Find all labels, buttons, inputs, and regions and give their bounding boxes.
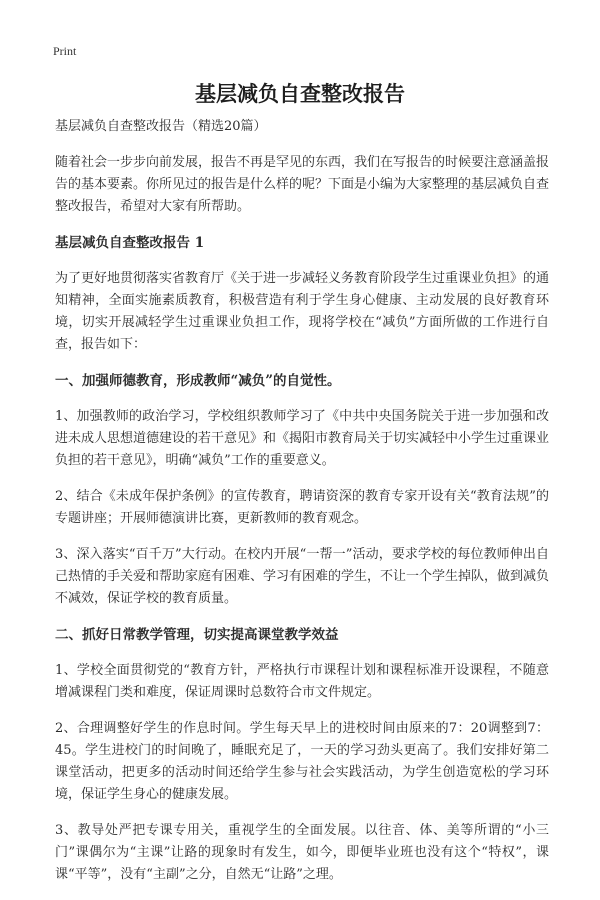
section-title: 基层减负自查整改报告 1 [55,235,205,251]
print-link[interactable]: Print [53,44,77,58]
list-item: 3、深入落实“百千万”大行动。在校内开展“一帮一”活动，要求学校的每位教师伸出自己热情的手关爱和帮助家庭有困难、学习有困难的学生，不让一个学生掉队，做到减负不减效，保证学校的教育质量。 [55,547,550,606]
list-item: 2、结合《未成年保护条例》的宣传教育，聘请资深的教育专家开设有关“教育法规”的专题讲座；开展师德演讲比赛，更新教师的教育观念。 [55,489,549,526]
heading-1: 一、加强师德教育，形成教师“减负”的自觉性。 [55,373,341,389]
section-intro-paragraph: 为了更好地贯彻落实省教育厅《关于进一步减轻义务教育阶段学生过重课业负担》的通知精神，全面实施素质教育，积极营造有利于学生身心健康、主动发展的良好教育环境，切实开展减轻学生过重课业负担工作，现将学校在“减负”方面所做的工作进行自查，报告如下： [55,271,550,352]
heading-2: 二、抓好日常教学管理，切实提高课堂教学效益 [55,627,339,643]
list-item: 1、加强教师的政治学习，学校组织教师学习了《中共中央国务院关于进一步加强和改进未成人思想道德建设的若干意见》和《揭阳市教育局关于切实减轻中小学生过重课业负担的若干意见》，明确“减负”工作的重要意义。 [55,409,550,468]
document-body [55,116,549,900]
intro-paragraph: 随着社会一步步向前发展，报告不再是罕见的东西，我们在写报告的时候要注意涵盖报告的基本要素。你所见过的报告是什么样的呢？下面是小编为大家整理的基层减负自查整改报告，希望对大家有所帮助。 [55,155,550,214]
list-item: 1、学校全面贯彻党的“教育方针，严格执行市课程计划和课程标准开设课程，不随意增减课程门类和难度，保证周课时总数符合市文件规定。 [55,663,549,700]
page-title: 基层减负自查整改报告 [195,81,405,106]
list-item: 3、教导处严把专课专用关，重视学生的全面发展。以往音、体、美等所谓的“小三门”课偶尔为“主课”让路的现象时有发生，如今，即便毕业班也没有这个“特权”，课课“平等”，没有“主副”之分，自然无“让路”之理。 [55,823,549,882]
list-item: 2、合理调整好学生的作息时间。学生每天早上的进校时间由原来的7：20调整到7：45。学生进校门的时间晚了，睡眠充足了，一天的学习劲头更高了。我们安排好第二课堂活动，把更多的活动时间还给学生参与社会实践活动，为学生创造宽松的学习环境，保证学生身心的健康发展。 [55,721,549,802]
document-subtitle: 基层减负自查整改报告（精选20篇） [55,119,267,134]
